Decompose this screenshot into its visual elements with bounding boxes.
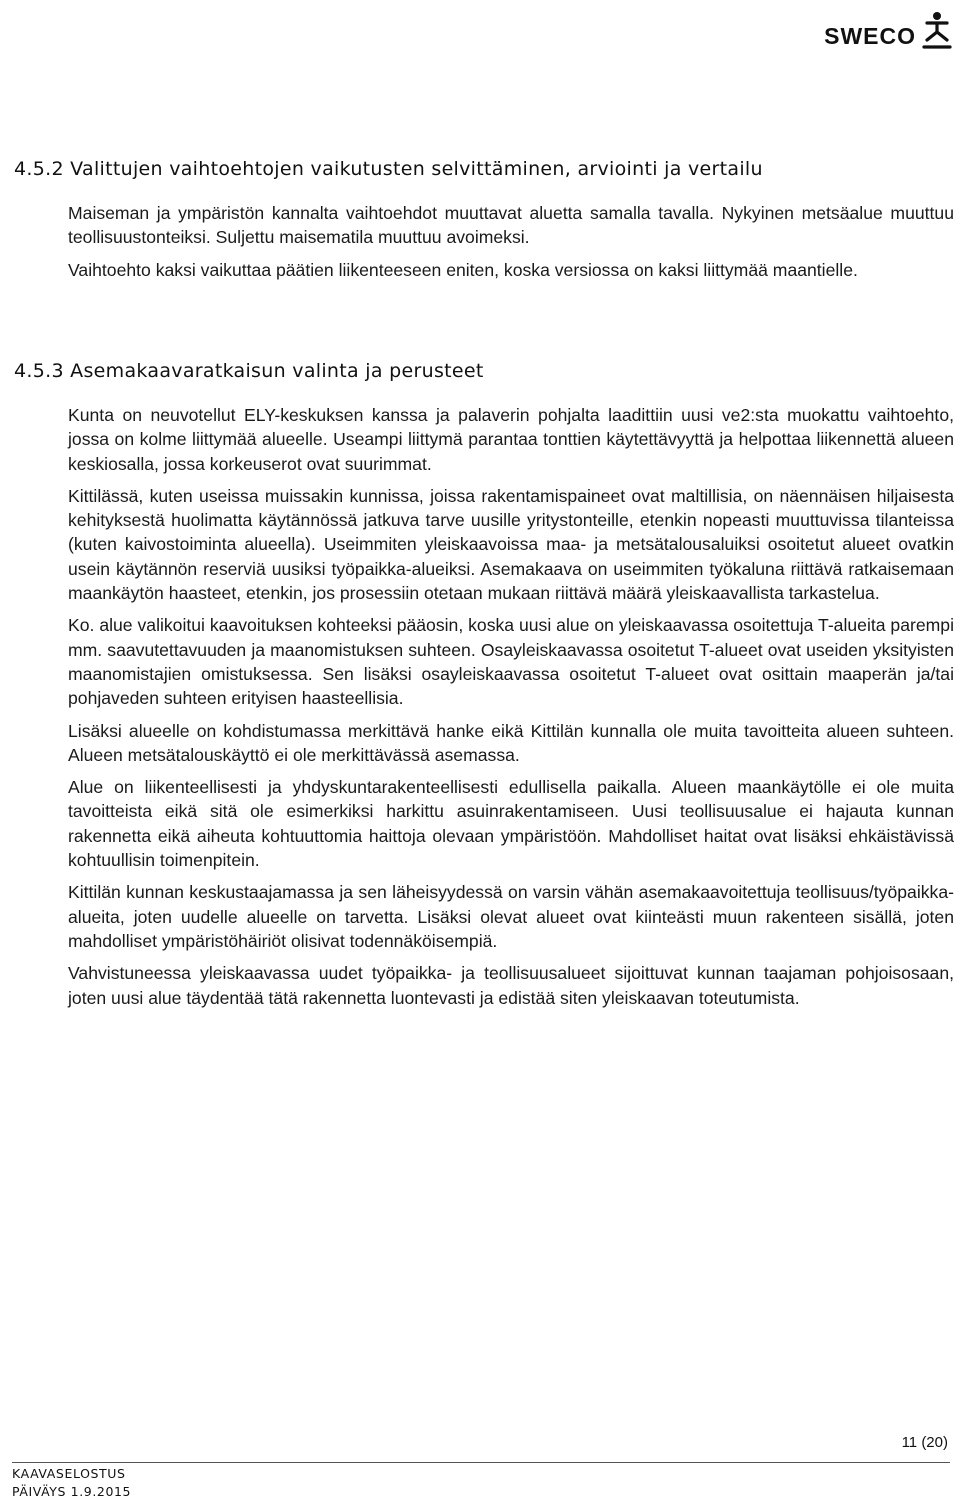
section-body-4-5-3 [68, 403, 954, 1018]
paragraph: Lisäksi alueelle on kohdistumassa merkittävä hanke eikä Kittilän kunnalla ole muita tavoitteita alueen suhteen. Alueen metsätalouskäyttö ei ole merkittävässä asemassa. [68, 720, 954, 765]
paragraph: Alue on liikenteellisesti ja yhdyskuntarakenteellisesti edullisella paikalla. Alueen maankäytölle ei ole muita tavoitteista eikä sitä ole esimerkiksi harkittu asuinrakentamiseen. Uusi teollisuusalue ei hajauta kunnan rakennetta eikä aiheuta kohtuuttomia haittoja olevaan ympäristöön. Mahdolliset haitat ovat lisäksi ehkäistävissä kohtuullisin toimenpitein. [68, 777, 954, 871]
page-number: 11 (20) [901, 1434, 948, 1451]
sweco-logo [824, 6, 952, 50]
section-heading-4-5-3: 4.5.3 Asemakaavaratkaisun valinta ja perusteet [14, 360, 484, 382]
footer-date: PÄIVÄYS 1.9.2015 [12, 1484, 132, 1499]
footer-document-type: KAAVASELOSTUS [12, 1466, 126, 1481]
logo-text: SWECO [824, 23, 916, 49]
paragraph: Vahvistuneessa yleiskaavassa uudet työpaikka- ja teollisuusalueet sijoittuvat kunnan taajaman pohjoisosaan, joten uusi alue täydentää tätä rakennetta luontevasti ja edistää siten yleiskaavan toteutumista. [68, 963, 954, 1008]
paragraph: Maiseman ja ympäristön kannalta vaihtoehdot muuttavat aluetta samalla tavalla. Nykyinen metsäalue muuttuu teollisuustonteiksi. Suljettu maisematila muuttuu avoimeksi. [68, 203, 954, 248]
paragraph: Ko. alue valikoitui kaavoituksen kohteeksi pääosin, koska uusi alue on yleiskaavassa osoitettuja T-alueita parempi mm. saavutettavuuden ja maanomistuksen suhteen. Osayleiskaavassa osoitetut T-alueet ovat useiden yksityisten maanomistajien omistuksessa. Sen lisäksi osayleiskaavassa osoitetut T-alueet ovat osittain maaperän ja/tai pohjaveden suhteen erityisen haasteellisia. [68, 615, 954, 709]
section-heading-4-5-2: 4.5.2 Valittujen vaihtoehtojen vaikutusten selvittäminen, arviointi ja vertailu [14, 158, 763, 180]
paragraph: Vaihtoehto kaksi vaikuttaa päätien liikenteeseen eniten, koska versiossa on kaksi liittymää maantielle. [68, 259, 858, 280]
paragraph: Kunta on neuvotellut ELY-keskuksen kanssa ja palaverin pohjalta laadittiin uusi ve2:sta muokattu vaihtoehto, jossa on kolme liittymää alueelle. Useampi liittymä parantaa tonttien käytettävyyttä ja helpottaa liikennettä alueen keskiosalla, jossa korkeuserot ovat suurimmat. [68, 405, 954, 474]
section-body-4-5-2 [68, 201, 954, 290]
footer-divider [12, 1462, 950, 1463]
sweco-figure-icon [922, 10, 952, 50]
paragraph: Kittilän kunnan keskustaajamassa ja sen läheisyydessä on varsin vähän asemakaavoitettuja teollisuus/työpaikka-alueita, joten uudelle alueelle on tarvetta. Lisäksi olevat alueet ovat kiinteästi muun rakenteen sisällä, joten mahdolliset ympäristöhäiriöt olisivat todennäköisempiä. [68, 882, 954, 951]
paragraph: Kittilässä, kuten useissa muissakin kunnissa, joissa rakentamispaineet ovat maltillisia, on näennäisen hiljaisesta kehityksestä huolimatta käytännössä jatkuva tarve uusille yritystonteille, etenkin nopeasti muuttuvissa tilanteissa (kuten kaivostoiminta alueella). Useimmiten yleiskaavoissa maa- ja metsätalousaluiksi osoitetut alueet ovatkin usein käytännön reserviä uusiksi työpaikka-alueiksi. Asemakaava on useimmiten työkaluna riittävä ratkaisemaan maankäytön haasteet, etenkin, jos prosessiin otetaan mukaan riittävä määrä yleiskaavallista tarkastelua. [68, 485, 954, 604]
